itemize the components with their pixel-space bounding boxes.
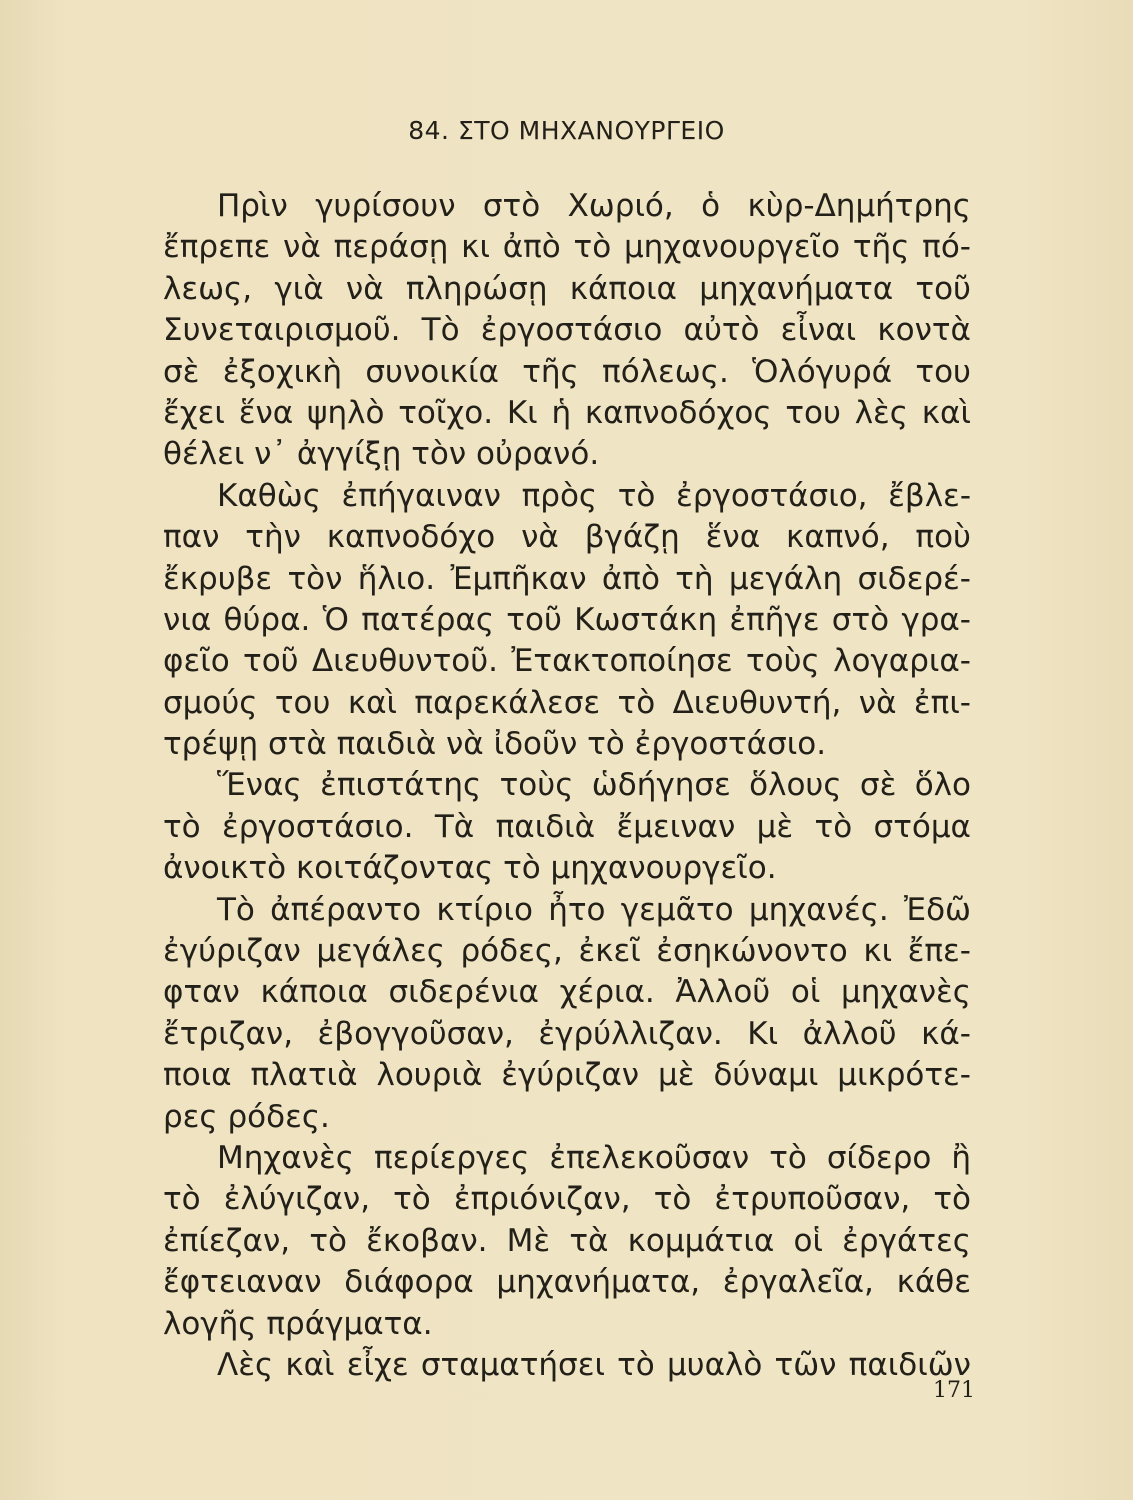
text-line: λεως, γιὰ νὰ πληρώσῃ κάποια μηχανήματα τοῦ <box>163 270 971 307</box>
text-line: ἔφτειαναν διάφορα μηχανήματα, ἐργαλεῖα, κάθε <box>163 1264 971 1301</box>
text-line: λογῆς πράγματα. <box>163 1305 433 1342</box>
text-line: Λὲς καὶ εἶχε σταματήσει τὸ μυαλὸ τῶν παιδιῶν <box>217 1346 971 1383</box>
text-line: Καθὼς ἐπήγαιναν πρὸς τὸ ἐργοστάσιο, ἔβλε- <box>217 477 971 514</box>
text-line: σμούς του καὶ παρεκάλεσε τὸ Διευθυντή, νὰ ἐπι- <box>163 684 971 721</box>
text-line: ἀνοικτὸ κοιτάζοντας τὸ μηχανουργεῖο. <box>163 850 777 887</box>
text-line: νια θύρα. Ὁ πατέρας τοῦ Κωστάκη ἐπῆγε στὸ γρα- <box>163 601 971 638</box>
text-line: θέλει ν᾽ ἀγγίξῃ τὸν οὐρανό. <box>163 436 600 473</box>
text-line: φεῖο τοῦ Διευθυντοῦ. Ἐτακτοποίησε τοὺς λογαρια- <box>163 643 971 680</box>
text-line: ἔχει ἕνα ψηλὸ τοῖχο. Κι ἡ καπνοδόχος του λὲς καὶ <box>163 394 971 431</box>
text-line: Τὸ ἀπέραντο κτίριο ἦτο γεμᾶτο μηχανές. Ἐδῶ <box>217 891 971 928</box>
body-text <box>163 186 971 1386</box>
text-line: σὲ ἐξοχικὴ συνοικία τῆς πόλεως. Ὁλόγυρά του <box>163 353 971 390</box>
text-line: τρέψῃ στὰ παιδιὰ νὰ ἰδοῦν τὸ ἐργοστάσιο. <box>163 726 827 763</box>
text-line: ρες ρόδες. <box>163 1098 330 1135</box>
text-line: τὸ ἐργοστάσιο. Τὰ παιδιὰ ἔμειναν μὲ τὸ στόμα <box>163 808 971 845</box>
text-line: Ἕνας ἐπιστάτης τοὺς ὡδήγησε ὅλους σὲ ὅλο <box>217 767 971 804</box>
text-line: παν τὴν καπνοδόχο νὰ βγάζῃ ἕνα καπνό, ποὺ <box>163 519 971 556</box>
chapter-title: 84. ΣΤΟ ΜΗΧΑΝΟΥΡΓΕΙΟ <box>408 116 725 145</box>
text-line: φταν κάποια σιδερένια χέρια. Ἀλλοῦ οἱ μηχανὲς <box>163 974 971 1011</box>
text-line: ἔκρυβε τὸν ἥλιο. Ἐμπῆκαν ἀπὸ τὴ μεγάλη σιδερέ- <box>163 560 971 597</box>
text-line: Μηχανὲς περίεργες ἐπελεκοῦσαν τὸ σίδερο ἢ <box>217 1139 971 1176</box>
text-line: Συνεταιρισμοῦ. Τὸ ἐργοστάσιο αὐτὸ εἶναι κοντὰ <box>163 312 971 349</box>
text-line: ἐπίεζαν, τὸ ἔκοβαν. Μὲ τὰ κομμάτια οἱ ἐργάτες <box>163 1222 971 1259</box>
text-line: τὸ ἐλύγιζαν, τὸ ἐπριόνιζαν, τὸ ἐτρυποῦσαν, τὸ <box>163 1181 971 1218</box>
page-number: 171 <box>933 1378 975 1403</box>
text-line: ἔπρεπε νὰ περάσῃ κι ἀπὸ τὸ μηχανουργεῖο τῆς πό- <box>163 229 971 266</box>
text-line: ἐγύριζαν μεγάλες ρόδες, ἐκεῖ ἐσηκώνοντο κι ἔπε- <box>163 933 971 970</box>
text-line: ποια πλατιὰ λουριὰ ἐγύριζαν μὲ δύναμι μικρότε- <box>163 1057 971 1094</box>
text-line: Πρὶν γυρίσουν στὸ Χωριό, ὁ κὺρ-Δημήτρης <box>217 188 971 224</box>
text-line: ἔτριζαν, ἐβογγοῦσαν, ἐγρύλλιζαν. Κι ἀλλοῦ κά- <box>163 1015 971 1052</box>
